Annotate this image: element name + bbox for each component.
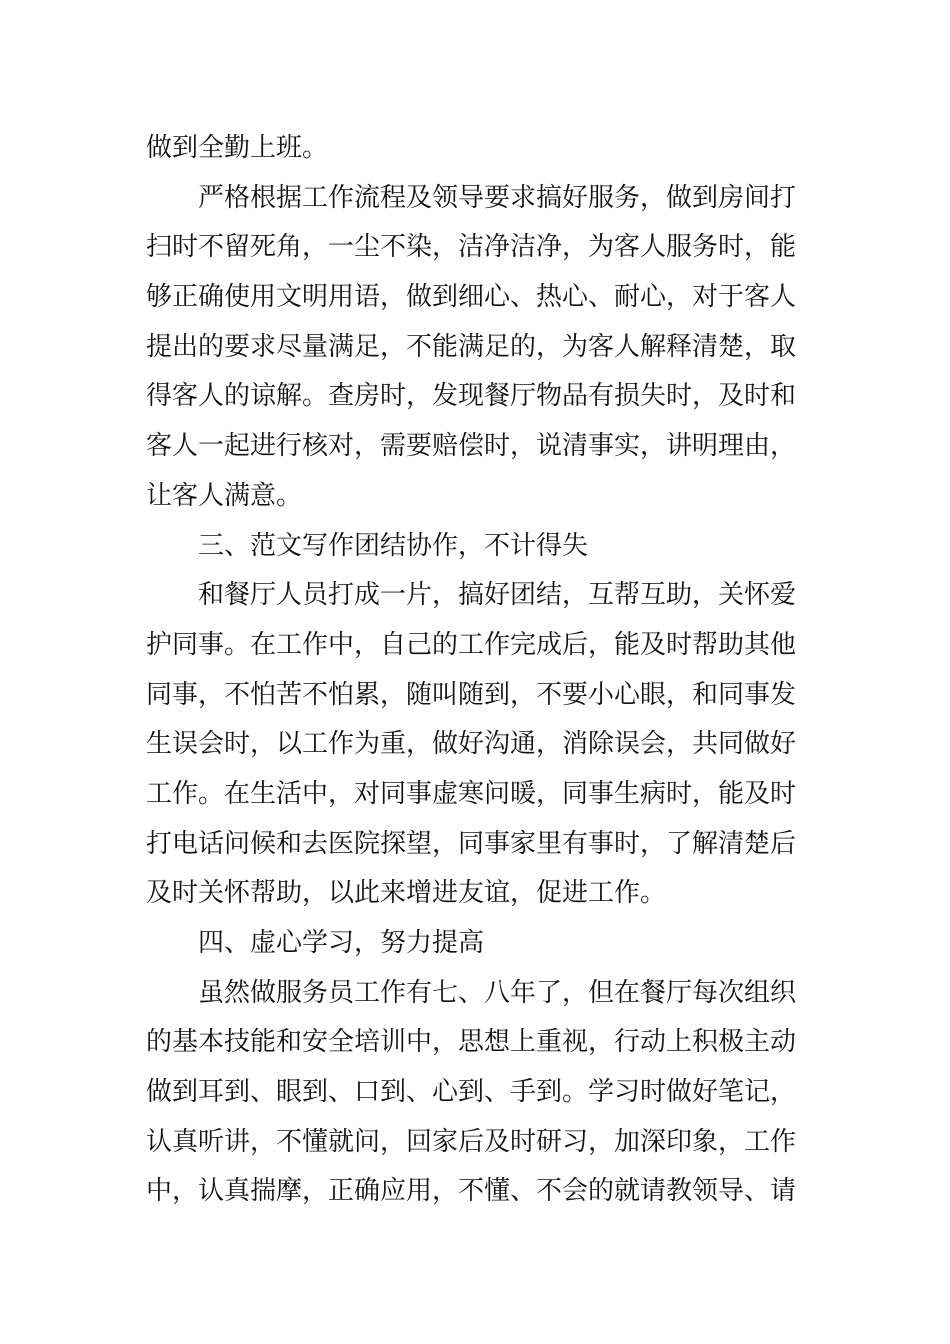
text-line: 同事，不怕苦不怕累，随叫随到，不要小心眼，和同事发 bbox=[146, 679, 797, 710]
text-line: 工作。在生活中，对同事虚寒问暖，同事生病时，能及时 bbox=[146, 778, 797, 809]
text-line: 严格根据工作流程及领导要求搞好服务，做到房间打 bbox=[198, 182, 797, 213]
text-line: 和餐厅人员打成一片，搞好团结，互帮互助，关怀爱 bbox=[198, 580, 797, 611]
text-line: 客人一起进行核对，需要赔偿时，说清事实，讲明理由， bbox=[146, 431, 797, 462]
text-line: 得客人的谅解。查房时，发现餐厅物品有损失时，及时和 bbox=[146, 381, 797, 412]
text-line: 提出的要求尽量满足，不能满足的，为客人解释清楚，取 bbox=[146, 331, 797, 362]
text-line: 让客人满意。 bbox=[146, 480, 303, 511]
text-line: 及时关怀帮助，以此来增进友谊，促进工作。 bbox=[146, 878, 667, 909]
text-line: 认真听讲，不懂就问，回家后及时研习，加深印象，工作 bbox=[146, 1126, 797, 1157]
text-line: 打电话问候和去医院探望，同事家里有事时，了解清楚后 bbox=[146, 828, 797, 859]
text-line: 做到全勤上班。 bbox=[146, 133, 329, 163]
text-line: 三、范文写作团结协作，不计得失 bbox=[198, 530, 589, 561]
text-line: 生误会时，以工作为重，做好沟通，消除误会，共同做好 bbox=[146, 729, 797, 760]
text-line: 中，认真揣摩，正确应用，不懂、不会的就请教领导、请 bbox=[146, 1176, 797, 1207]
text-line: 四、虚心学习，努力提高 bbox=[198, 928, 485, 958]
text-line: 扫时不留死角，一尘不染，洁净洁净，为客人服务时，能 bbox=[146, 232, 797, 263]
document-body bbox=[146, 124, 806, 1217]
text-line: 虽然做服务员工作有七、八年了，但在餐厅每次组织 bbox=[198, 977, 797, 1008]
text-line: 护同事。在工作中，自己的工作完成后，能及时帮助其他 bbox=[146, 629, 797, 660]
text-line: 够正确使用文明用语，做到细心、热心、耐心，对于客人 bbox=[146, 282, 797, 313]
text-line: 的基本技能和安全培训中，思想上重视，行动上积极主动 bbox=[146, 1027, 797, 1058]
text-line: 做到耳到、眼到、口到、心到、手到。学习时做好笔记， bbox=[146, 1077, 797, 1108]
